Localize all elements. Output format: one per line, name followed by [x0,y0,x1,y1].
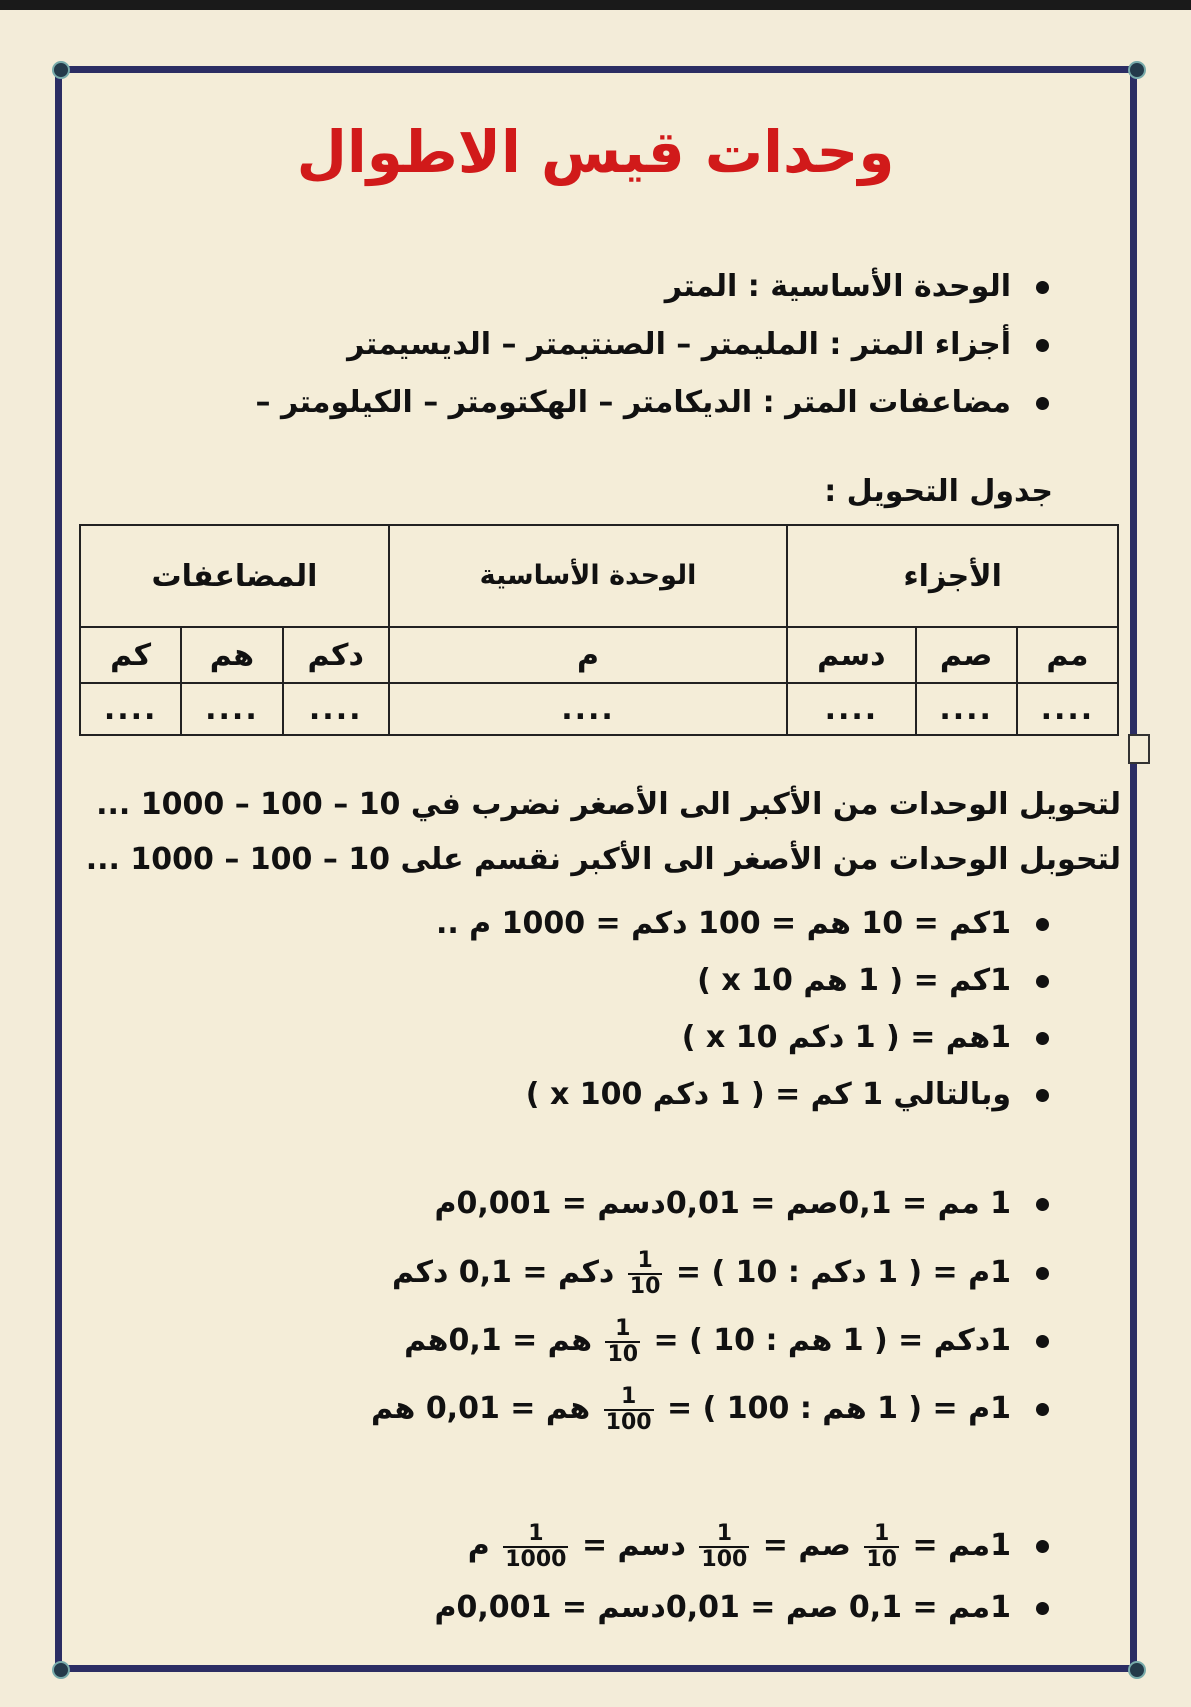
list-item: وبالتالي 1 كم = ( 1 دكم x 100 ) [436,1066,1053,1123]
fraction-numerator: 1 [604,1385,654,1411]
example-text: 1دكم = ( 1 هم : 10 ) = [653,1323,1011,1358]
table-blank-cell: .... [283,683,389,735]
table-unit-cell: مم [1017,627,1118,683]
fraction-denominator: 10 [607,1341,639,1367]
examples-list-b [371,1175,1053,1443]
table-unit-cell: هم [181,627,282,683]
fraction-denominator: 10 [866,1546,897,1572]
example-text: 1م = ( 1 هم : 100 ) = [667,1391,1011,1426]
fraction [699,1522,749,1572]
conversion-heading: جدول التحويل : [824,474,1053,509]
list-item [371,1239,1053,1307]
example-text: 1مم = [912,1528,1011,1563]
fraction [628,1249,663,1299]
list-item: 1كم = 10 هم = 100 دكم = 1000 م .. [436,895,1053,952]
fraction [604,1385,654,1435]
examples-list-a [436,895,1053,1123]
fraction [605,1317,640,1367]
rule-multiply: لتحويل الوحدات من الأكبر الى الأصغر نضرب في 10 – 100 – 1000 ... [96,787,1121,822]
example-text: هم = 0,1هم [404,1323,592,1358]
example-text: 1م = ( 1 دكم : 10 ) = [675,1255,1011,1290]
conversion-table [79,524,1119,736]
fraction-numerator: 1 [628,1249,663,1275]
fraction [864,1522,899,1572]
page-title: وحدات قيس الاطوال [296,118,895,186]
fraction-denominator: 1000 [505,1546,567,1572]
rule-divide: لتحوبل الوحدات من الأصغر الى الأكبر نقسم على 10 – 100 – 1000 ... [85,842,1121,877]
fraction-denominator: 10 [629,1273,661,1299]
table-blank-cell: .... [787,683,915,735]
list-item: مضاعفات المتر : الديكامتر – الهكتومتر – الكيلومتر – [256,374,1053,432]
intro-list [256,258,1053,432]
fraction-numerator: 1 [864,1522,899,1548]
table-blank-cell: .... [1017,683,1118,735]
table-group-base: الوحدة الأساسية [389,525,787,627]
table-group-multiples: المضاعفات [80,525,389,627]
list-item: 1هم = ( 1 دكم x 10 ) [436,1009,1053,1066]
example-text: 1 مم = 0,1صم = 0,01دسم = 0,001م [434,1186,1011,1221]
example-text: م [467,1528,490,1563]
example-text: صم = [762,1528,851,1563]
table-unit-cell: دسم [787,627,915,683]
examples-list-c [434,1513,1053,1637]
table-unit-cell: صم [916,627,1017,683]
list-item [371,1175,1053,1233]
list-item: الوحدة الأساسية : المتر [256,258,1053,316]
table-unit-cell: كم [80,627,181,683]
fraction-denominator: 100 [605,1409,652,1435]
fraction [503,1522,568,1572]
fraction-numerator: 1 [699,1522,749,1548]
table-blank-cell: .... [80,683,181,735]
table-blank-cell: .... [916,683,1017,735]
example-text: هم = 0,01 هم [371,1391,591,1426]
list-item [434,1513,1053,1579]
list-item: 1كم = ( 1 هم x 10 ) [436,952,1053,1009]
fraction-numerator: 1 [605,1317,640,1343]
example-text: دسم = [581,1528,686,1563]
list-item [371,1307,1053,1375]
example-text: 1مم = 0,1 صم = 0,01دسم = 0,001م [434,1590,1011,1625]
list-item: أجزاء المتر : المليمتر – الصنتيمتر – الديسيمتر [256,316,1053,374]
table-unit-cell: دكم [283,627,389,683]
fraction-numerator: 1 [503,1522,568,1548]
list-item [434,1579,1053,1637]
fraction-denominator: 100 [701,1546,748,1572]
table-blank-cell: .... [181,683,282,735]
example-text: دكم = 0,1 دكم [391,1255,615,1290]
table-blank-cell: .... [389,683,787,735]
list-item [371,1375,1053,1443]
table-unit-cell: م [389,627,787,683]
table-group-parts: الأجزاء [787,525,1118,627]
